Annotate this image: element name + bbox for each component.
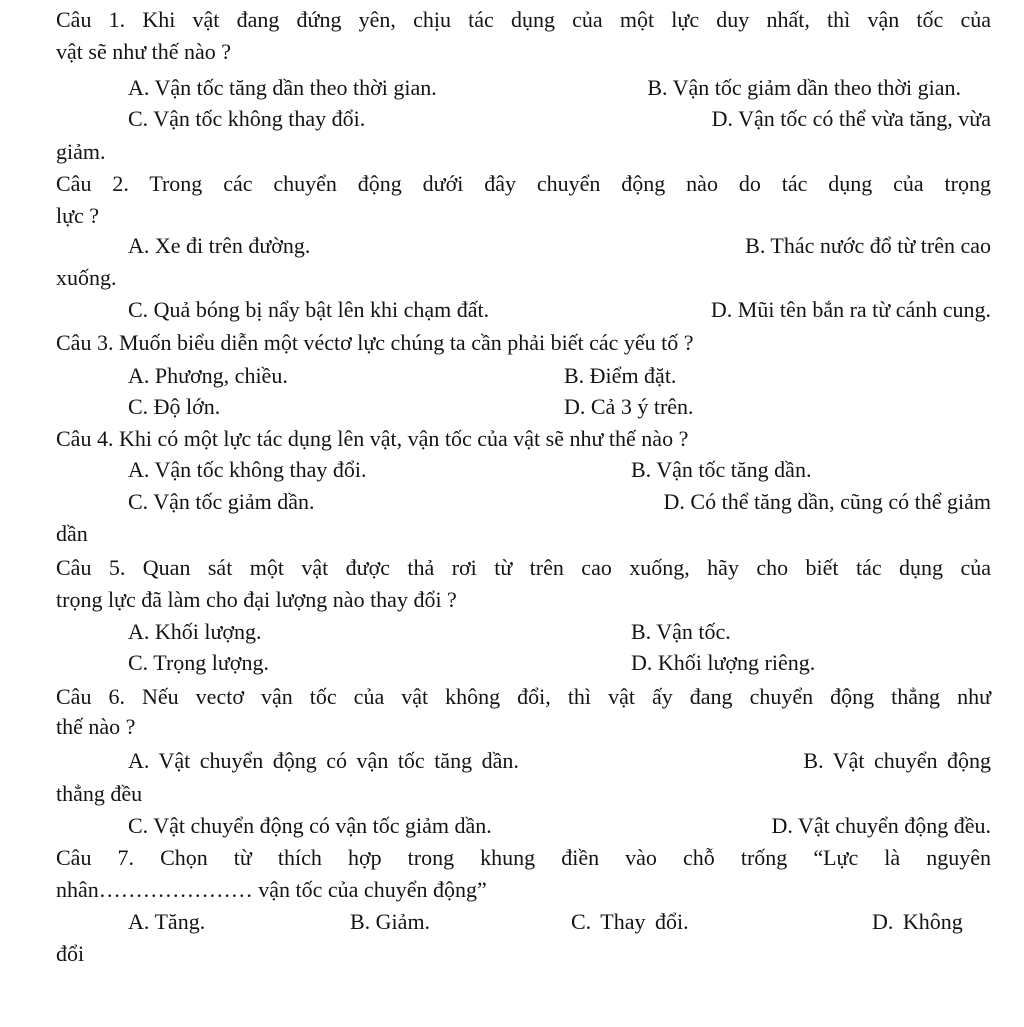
question-6-option-c: C. Vật chuyển động có vận tốc giảm dần.: [128, 813, 492, 838]
question-7-option-b: B. Giảm.: [350, 909, 431, 934]
question-1-option-c: C. Vận tốc không thay đổi.: [128, 106, 366, 131]
question-2-options-row-1: [128, 230, 991, 261]
question-4-option-a: A. Vận tốc không thay đổi.: [128, 457, 367, 482]
question-7-text-cont: nhân………………… vận tốc của chuyển động”: [56, 877, 487, 902]
question-6-option-d: D. Vật chuyển động đều.: [771, 813, 991, 838]
question-7-option-d-cont: đổi: [56, 941, 85, 966]
question-2-option-b: B. Thác nước đổ từ trên cao: [745, 233, 991, 258]
question-2-options-row-2: [128, 294, 991, 325]
question-6-text-cont: thế nào ?: [56, 714, 136, 739]
question-4-option-d-cont: dần: [56, 521, 88, 546]
question-2-text-cont: lực ?: [56, 203, 100, 228]
question-4-option-b: B. Vận tốc tăng dần.: [631, 457, 812, 482]
question-3-option-a: A. Phương, chiều.: [128, 363, 288, 388]
question-7-text: Câu 7. Chọn từ thích hợp trong khung điền vào chỗ trống “Lực là nguyên: [56, 845, 991, 870]
question-7-option-a: A. Tăng.: [128, 909, 206, 934]
question-4-option-d: D. Có thể tăng dần, cũng có thể giảm: [663, 489, 991, 514]
question-3-text: Câu 3. Muốn biểu diễn một véctơ lực chúng ta cần phải biết các yếu tố ?: [56, 330, 694, 355]
question-6-options-row-2: [128, 810, 991, 841]
question-3-option-b: B. Điểm đặt.: [564, 363, 677, 388]
question-6-text: Câu 6. Nếu vectơ vận tốc của vật không đổi, thì vật ấy đang chuyển động thẳng như: [56, 684, 991, 709]
question-2-option-d: D. Mũi tên bắn ra từ cánh cung.: [710, 297, 991, 322]
question-4-option-c: C. Vận tốc giảm dần.: [128, 489, 315, 514]
question-5-option-d: D. Khối lượng riêng.: [631, 650, 816, 675]
question-1-options-row-1: [128, 72, 991, 103]
question-2-option-a: A. Xe đi trên đường.: [128, 233, 311, 258]
question-2-option-c: C. Quả bóng bị nẩy bật lên khi chạm đất.: [128, 297, 490, 322]
question-6-option-b: B. Vật chuyển động: [803, 748, 991, 773]
question-2-option-b-cont: xuống.: [56, 265, 117, 290]
question-6-option-b-cont: thẳng đều: [56, 781, 143, 806]
question-5-option-a: A. Khối lượng.: [128, 619, 262, 644]
question-5-option-b: B. Vận tốc.: [631, 619, 731, 644]
question-5-option-c: C. Trọng lượng.: [128, 650, 269, 675]
question-5-text-cont: trọng lực đã làm cho đại lượng nào thay đổi ?: [56, 587, 457, 612]
question-3-option-d: D. Cả 3 ý trên.: [564, 394, 694, 419]
question-7-option-c: C. Thay đổi.: [571, 909, 689, 934]
question-1-text: Câu 1. Khi vật đang đứng yên, chịu tác dụng của một lực duy nhất, thì vận tốc của: [56, 7, 991, 32]
question-1-options-row-2: [128, 103, 991, 134]
question-1-option-d-cont: giảm.: [56, 139, 106, 164]
question-1-option-b: B. Vận tốc giảm dần theo thời gian.: [647, 75, 961, 100]
question-3-option-c: C. Độ lớn.: [128, 394, 221, 419]
question-2-text: Câu 2. Trong các chuyển động dưới đây chuyển động nào do tác dụng của trọng: [56, 171, 991, 196]
question-6-option-a: A. Vật chuyển động có vận tốc tăng dần.: [128, 748, 519, 773]
question-7-option-d: D. Không: [872, 909, 963, 934]
question-5-text: Câu 5. Quan sát một vật được thả rơi từ trên cao xuống, hãy cho biết tác dụng của: [56, 555, 991, 580]
question-4-text: Câu 4. Khi có một lực tác dụng lên vật, vận tốc của vật sẽ như thế nào ?: [56, 426, 689, 451]
question-4-options-row-2: [128, 486, 991, 517]
question-6-options-row-1: [128, 745, 991, 776]
question-1-option-d: D. Vận tốc có thể vừa tăng, vừa: [711, 106, 991, 131]
question-1-option-a: A. Vận tốc tăng dần theo thời gian.: [128, 75, 437, 100]
question-1-text-cont: vật sẽ như thế nào ?: [56, 39, 232, 64]
